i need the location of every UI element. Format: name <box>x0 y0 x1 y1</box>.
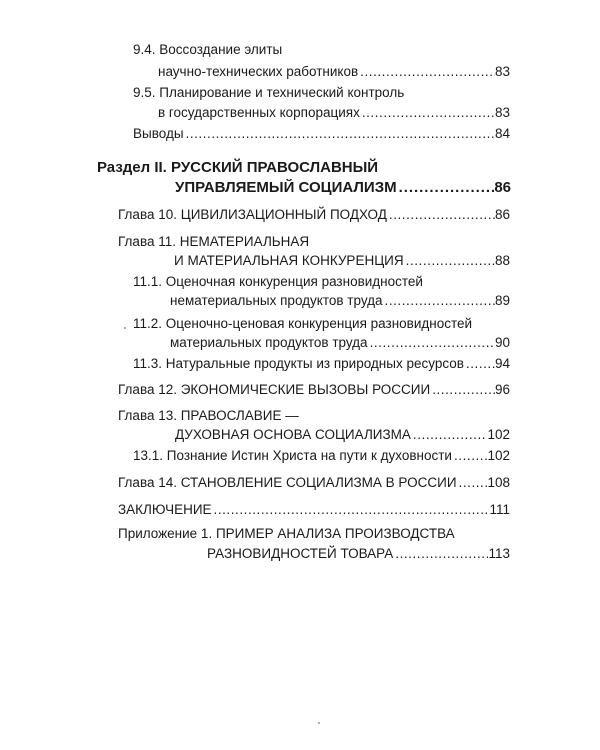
toc-9-4-title-line1: 9.4. Воссоздание элиты <box>133 42 283 57</box>
toc-11-2-title-line1: 11.2. Оценочно-ценовая конкуренция разновидностей <box>133 316 473 331</box>
toc-appendix-1-title-line2: РАЗНОВИДНОСТЕЙ ТОВАРА <box>207 546 394 561</box>
toc-11-1-title-line2: нематериальных продуктов труда <box>170 293 383 308</box>
toc-chapter-11-title-line2: И МАТЕРИАЛЬНАЯ КОНКУРЕНЦИЯ <box>174 253 404 268</box>
toc-entry-chapter-14[interactable] <box>118 474 510 491</box>
scan-speck <box>318 722 320 724</box>
toc-entry-13-1[interactable] <box>133 447 510 464</box>
toc-conclusions-title: Выводы <box>133 126 184 141</box>
toc-part-2-page: 86 <box>494 179 511 196</box>
toc-entry-11-3[interactable] <box>133 355 510 372</box>
leader-dots <box>430 381 495 398</box>
toc-appendix-1-page: 113 <box>488 546 510 561</box>
leader-dots <box>393 545 488 562</box>
toc-conclusion-page: 111 <box>489 502 510 517</box>
toc-11-1-page: 89 <box>494 293 510 308</box>
toc-entry-appendix-1[interactable] <box>207 545 510 562</box>
toc-conclusion-title: ЗАКЛЮЧЕНИЕ <box>118 502 212 517</box>
toc-entry-11-1[interactable] <box>170 292 510 309</box>
toc-entry-chapter-11[interactable] <box>174 252 510 269</box>
scan-speck <box>124 327 126 329</box>
leader-dots <box>368 334 495 351</box>
toc-appendix-1-title-line1: Приложение 1. ПРИМЕР АНАЛИЗА ПРОИЗВОДСТВА <box>118 526 455 541</box>
toc-11-2-title-line2: материальных продуктов труда <box>170 335 368 350</box>
toc-13-1-title: 13.1. Познание Истин Христа на пути к духовности <box>133 448 452 463</box>
toc-11-2-page: 90 <box>494 335 510 350</box>
toc-part-2-title-line1: Раздел II. РУССКИЙ ПРАВОСЛАВНЫЙ <box>97 159 379 176</box>
leader-dots <box>411 426 488 443</box>
toc-9-5-page: 83 <box>494 105 510 120</box>
toc-chapter-13-title-line1: Глава 13. ПРАВОСЛАВИЕ — <box>118 408 299 423</box>
toc-entry-part-2[interactable] <box>175 179 511 196</box>
toc-chapter-10-page: 86 <box>494 207 510 222</box>
toc-9-5-title-line2: в государственных корпорациях <box>158 105 360 120</box>
toc-9-5-title-line1: 9.5. Планирование и технический контроль <box>133 85 405 100</box>
toc-chapter-10-title: Глава 10. ЦИВИЛИЗАЦИОННЫЙ ПОДХОД <box>118 207 387 222</box>
leader-dots <box>397 179 495 196</box>
toc-chapter-11-title-line1: Глава 11. НЕМАТЕРИАЛЬНАЯ <box>118 234 310 249</box>
toc-entry-9-4[interactable] <box>158 63 510 80</box>
leader-dots <box>404 252 495 269</box>
toc-entry-9-5[interactable] <box>158 104 510 121</box>
toc-11-3-title: 11.3. Натуральные продукты из природных ресурсов <box>133 356 464 371</box>
toc-part-2-title-line2: УПРАВЛЯЕМЫЙ СОЦИАЛИЗМ <box>175 179 397 196</box>
toc-11-1-title-line1: 11.1. Оценочная конкуренция разновидностей <box>133 274 423 289</box>
toc-chapter-14-page: 108 <box>487 475 510 490</box>
toc-11-3-page: 94 <box>494 356 510 371</box>
leader-dots <box>212 501 490 518</box>
toc-conclusions-page: 84 <box>494 126 510 141</box>
toc-13-1-page: 102 <box>487 448 510 463</box>
leader-dots <box>457 474 488 491</box>
toc-entry-11-2[interactable] <box>170 334 510 351</box>
toc-chapter-14-title: Глава 14. СТАНОВЛЕНИЕ СОЦИАЛИЗМА В РОССИИ <box>118 475 457 490</box>
leader-dots <box>358 63 495 80</box>
leader-dots <box>464 355 495 372</box>
toc-chapter-13-title-line2: ДУХОВНАЯ ОСНОВА СОЦИАЛИЗМА <box>175 427 411 442</box>
toc-chapter-12-page: 96 <box>494 382 510 397</box>
toc-9-4-page: 83 <box>494 64 510 79</box>
toc-entry-chapter-10[interactable] <box>118 206 510 223</box>
leader-dots <box>387 206 495 223</box>
toc-chapter-13-page: 102 <box>487 427 510 442</box>
toc-entry-chapter-13[interactable] <box>175 426 510 443</box>
leader-dots <box>383 292 495 309</box>
toc-entry-chapter-12[interactable] <box>118 381 510 398</box>
toc-9-4-title-line2: научно-технических работников <box>158 64 359 79</box>
toc-entry-conclusion[interactable] <box>118 501 510 518</box>
leader-dots <box>452 447 487 464</box>
leader-dots <box>184 125 495 142</box>
toc-chapter-12-title: Глава 12. ЭКОНОМИЧЕСКИЕ ВЫЗОВЫ РОССИИ <box>118 382 431 397</box>
leader-dots <box>360 104 495 121</box>
toc-chapter-11-page: 88 <box>494 253 510 268</box>
toc-entry-conclusions[interactable] <box>133 125 510 142</box>
